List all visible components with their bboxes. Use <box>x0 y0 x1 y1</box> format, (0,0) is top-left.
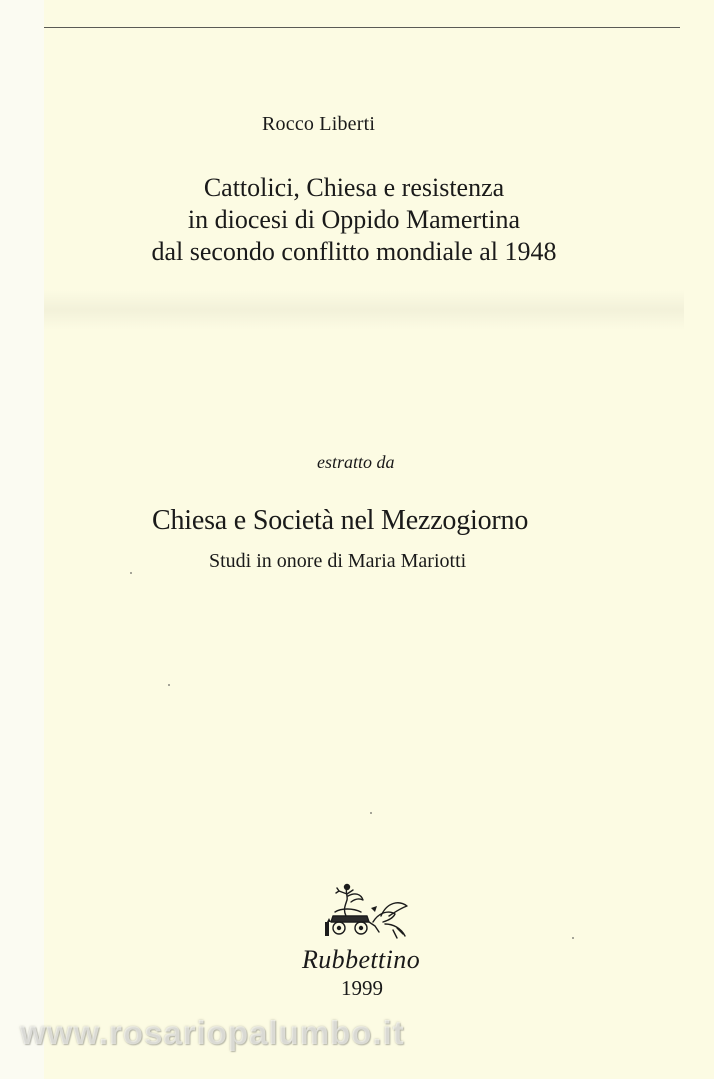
essay-title-line-1: Cattolici, Chiesa e resistenza <box>203 173 505 202</box>
chariot-logo-icon <box>323 882 411 940</box>
scan-speck <box>130 572 132 574</box>
watermark: www.rosariopalumbo.it <box>20 1014 405 1051</box>
essay-title-line-3: dal secondo conflitto mondiale al 1948 <box>151 237 557 266</box>
scan-band <box>44 290 684 330</box>
essay-title-line-2: in diocesi di Oppido Mamertina <box>187 205 521 234</box>
essay-title <box>0 172 714 268</box>
author-name: Rocco Liberti <box>262 113 376 135</box>
left-margin <box>0 0 44 1079</box>
extract-label: estratto da <box>317 452 395 472</box>
scan-speck <box>168 684 170 686</box>
publication-year: 1999 <box>341 976 383 1000</box>
publisher-name: Rubbettino <box>302 945 421 974</box>
book-title: Chiesa e Società nel Mezzogiorno <box>152 505 529 536</box>
scan-speck <box>572 937 574 939</box>
scan-speck <box>370 812 372 814</box>
top-rule <box>44 27 680 28</box>
book-subtitle: Studi in onore di Maria Mariotti <box>209 550 467 572</box>
